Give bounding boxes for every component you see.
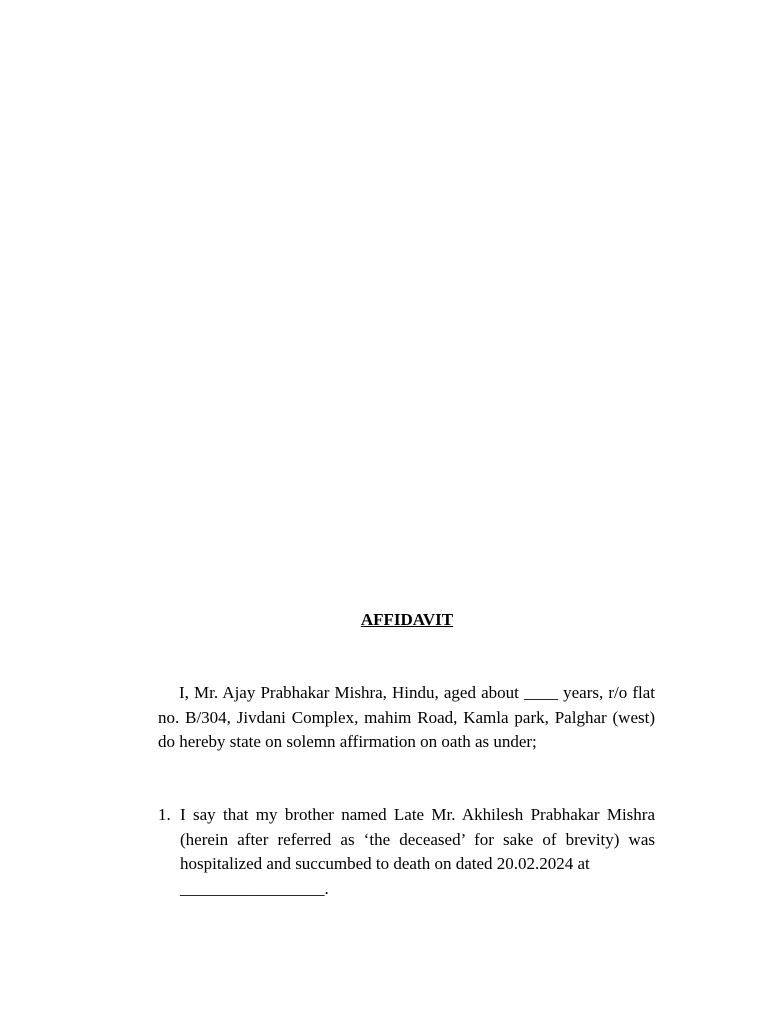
item-text: I say that my brother named Late Mr. Akhilesh Prabhakar Mishra (herein after referred as ‘the deceased’ for sake of brevity) was hospitalized and succumbed to death on dated 20.02.2024 at bbox=[180, 805, 655, 873]
numbered-item bbox=[158, 803, 655, 901]
item-text-block bbox=[180, 803, 655, 901]
item-blank-line: _________________. bbox=[180, 878, 329, 898]
intro-paragraph: I, Mr. Ajay Prabhakar Mishra, Hindu, aged about ____ years, r/o flat no. B/304, Jivdani Complex, mahim Road, Kamla park, Palghar (west) do hereby state on solemn affirmation on oath as under; bbox=[158, 683, 655, 751]
item-number: 1. bbox=[158, 805, 171, 824]
document-title: AFFIDAVIT bbox=[360, 610, 454, 629]
